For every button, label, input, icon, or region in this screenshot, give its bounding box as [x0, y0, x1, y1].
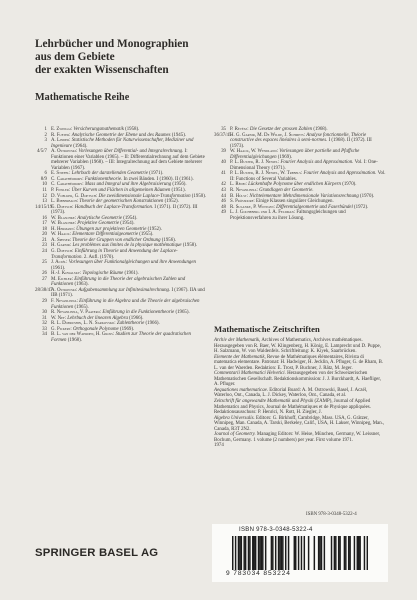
entry-author: E. Zwinggi:	[51, 127, 74, 132]
entry-author: R. Nevanlinna, V. Paatero:	[51, 310, 103, 316]
barcode-bar	[334, 536, 335, 570]
journals-list	[214, 338, 386, 449]
barcode-bar	[281, 536, 282, 570]
journal-description: Editors: G. Birkhoff, Cambridge, Mass. USA, G. Grätzer, Winnipeg, Man. Canada, A. Tarski, Berkeley, Calif., USA, H. Lakser, Winnipeg, Man., Canada, R3T 2N2.	[214, 415, 385, 432]
entry-title: Handbuch der Laplace-Transformation.	[74, 204, 154, 210]
journal-description: Archives of Mathematics, Archives mathématiques. Herausgegeben von R. Baer, W. Klingenberg, H. König, E. Lamprecht und D. Puppe, H. Salzmann, W. von Waldenfels. Schriftleitung: K. Kiyek, Saarbrücken.	[214, 338, 381, 355]
entry-author: M. Eichler:	[51, 276, 75, 282]
barcode-bar	[338, 536, 339, 570]
barcode-bar	[252, 536, 253, 570]
entry-details: (1952).	[146, 226, 162, 232]
entry-number: 26	[42, 271, 47, 277]
barcode-bar	[253, 536, 254, 570]
entry-title: Lückenhafte Polynome über endlichen Körpern	[248, 182, 342, 188]
entry-number: 31	[42, 315, 47, 321]
barcode-bar	[367, 536, 368, 570]
entry-author: L. Bieberbach:	[51, 199, 80, 205]
entry-title: Übungen zur projektiven Geometrie	[76, 226, 147, 232]
entry-details: (1964).	[72, 143, 88, 149]
barcode-bar	[348, 536, 349, 570]
entry-title: Funktionentheorie.	[84, 176, 123, 182]
entry-details: Einige Klassen singulärer Gleichungen.	[255, 199, 334, 205]
entry-number: 29	[42, 298, 47, 304]
entry-number: 43	[221, 188, 226, 194]
barcode-bar	[285, 536, 286, 570]
barcode-bar	[243, 536, 244, 570]
barcode-bar	[298, 536, 299, 570]
entry-number: 21	[42, 237, 47, 243]
entry-number: 42	[221, 182, 226, 188]
book-entry	[35, 205, 207, 216]
entry-title: Mass und Integral und ihre Algebraisierung	[84, 182, 172, 188]
entry-author: F. Nevanlinna:	[51, 298, 80, 304]
entry-title: Einführung in die Algebra und die Theorie der algebraischen Funktionen	[51, 298, 200, 310]
entry-title: Elementare Differentialgeometrie	[72, 232, 139, 238]
book-entry	[214, 210, 386, 221]
barcode-bar	[245, 536, 246, 570]
entry-number: 36/37/45	[214, 132, 232, 138]
journal-name: Algebra Universalis.	[214, 415, 255, 421]
entry-title: Aufgabensammlung zur Infinitesimalrechnung.	[78, 287, 171, 293]
entry-number: 3	[44, 138, 47, 144]
series-title-line: Lehrbücher und Monographien	[35, 38, 189, 50]
entry-details: I: Funktionen einer Variablen (1965). – II: Differentialrechnung auf dem Gebiete mehrerer Variablen (1968). – III: Integralrechnung auf dem Gebiete mehrerer Variablen (1967).	[51, 149, 205, 171]
book-entry	[35, 299, 207, 310]
entry-number: 17	[42, 221, 47, 227]
entry-author: W. Haack, W. Wendland:	[230, 149, 280, 155]
book-entry	[35, 288, 207, 299]
entry-title: Analyse fonctionnelle, Théorie constructive des espaces linéaires à semi-normes.	[230, 132, 367, 144]
series-title	[35, 38, 189, 77]
entry-text	[51, 138, 207, 149]
barcode-bar	[232, 536, 233, 570]
entry-author: P. Finsler:	[51, 188, 72, 194]
entry-details: (1956).	[160, 237, 177, 243]
entry-author: W. Nef:	[51, 315, 68, 321]
entry-number: 12	[42, 193, 47, 199]
entry-number: 27	[42, 276, 47, 282]
entry-details: (1961).	[51, 265, 66, 271]
entry-title: Differentialgeometrie und Faserbündel	[276, 204, 353, 210]
barcode-bar	[272, 536, 273, 570]
barcode-bar	[318, 536, 319, 570]
entry-details: (1951).	[170, 188, 186, 194]
entry-number: 39	[221, 149, 226, 155]
barcode-bar	[324, 536, 325, 570]
journals-heading: Mathematische Zeitschriften	[214, 324, 320, 334]
entry-number: 49	[221, 210, 226, 216]
barcode-bar	[278, 536, 279, 570]
entry-details: (1969).	[118, 326, 135, 332]
entry-title: Theorie der geometrischen Konstruktionen	[79, 199, 164, 205]
entry-author: G. Doetsch:	[51, 249, 75, 255]
journal-name: Elemente der Mathematik,	[214, 354, 266, 360]
entry-text	[51, 249, 207, 260]
entry-title: Versicherungsmathematik	[73, 127, 124, 132]
entry-author: H.-J. Kowalsky:	[51, 271, 83, 277]
entry-text	[230, 160, 386, 171]
entry-title: Studien zur Theorie der quadratischen Formen	[51, 332, 191, 343]
entry-author: A. Ostrowski:	[51, 287, 79, 293]
entry-text	[230, 210, 386, 221]
journal-name: Zeitschrift für angewandte Mathematik und Physik	[214, 399, 314, 405]
entry-number: 33	[42, 326, 47, 332]
entry-number: 44	[221, 193, 226, 199]
entry-text	[51, 277, 207, 288]
barcode-bar	[335, 536, 336, 570]
entry-author: L. J. Gocheberg und I. A. Feldman:	[230, 210, 297, 216]
book-entry	[35, 149, 207, 171]
journal-description: Revue de Mathématiques élémentaires, Rivista di matematica elementare. Patronat: H. Hadwiger, H. Jecklin, A. Pfluger, G. de Rham, B. L. van der Waerden. Redaktion: E. Trost, P. Buchner, J. Rätz, M. Jeger.	[214, 354, 384, 371]
barcode-bar	[308, 536, 309, 570]
entry-title: Einführung in Theorie und Anwendung der Laplace-Transformation.	[51, 249, 178, 260]
entry-title: Über Kurven und Flächen in allgemeinen Räumen	[71, 188, 171, 194]
barcode-bar	[349, 536, 350, 570]
entry-details: (1961).	[123, 271, 139, 277]
barcode-bar	[275, 536, 276, 570]
entry-author: P. Révész:	[230, 127, 250, 132]
entry-number: 24	[42, 249, 47, 255]
entry-title: Einführung in die Theorie der algebraischen Zahlen und Funktionen	[51, 276, 186, 288]
entry-details: (1955).	[138, 232, 154, 238]
entry-number: 35	[221, 127, 226, 132]
entry-title: Lehrbuch der linearen Algebra	[67, 315, 128, 321]
entry-number: 11	[42, 188, 47, 194]
entry-author: R. Nevanlinna:	[230, 188, 260, 194]
barcode-bar	[354, 536, 355, 570]
entry-title: Nichtelementare Mehrdimensionale Variationsrechnung	[249, 193, 359, 199]
book-entry	[35, 249, 207, 260]
entry-details: (1956).	[171, 182, 187, 188]
journal-name: Archiv der Mathematik,	[214, 338, 261, 343]
entry-title: Zahlentheorie	[116, 321, 145, 327]
entry-details: I (1967). IIA und IIB (1971).	[51, 287, 205, 299]
entry-details: (1970).	[341, 182, 357, 188]
entry-details: (1950).	[190, 193, 207, 199]
entry-title: Analytische Geometrie der Ebene und des Raumes	[71, 132, 171, 138]
book-entry	[35, 138, 207, 149]
barcode-bar	[357, 536, 358, 570]
entry-details: In zwei Bänden. I (1960). II (1961).	[122, 176, 194, 182]
entry-number: 10	[42, 182, 47, 188]
entry-text	[51, 332, 207, 343]
isbn-text: ISBN 978-3-0348-5322-4	[306, 512, 357, 517]
entry-author: H. Garnir:	[51, 243, 73, 249]
barcode-bar	[265, 536, 266, 570]
entry-details: Vol. II: Functions of Several Variables.	[230, 171, 386, 182]
book-entry	[35, 277, 207, 288]
journal-name: Aequationes mathematicae.	[214, 387, 269, 393]
entry-number: 2	[44, 132, 47, 138]
entry-author: C. Carathéodory:	[51, 182, 85, 188]
left-book-list	[35, 127, 207, 343]
barcode-bar	[259, 536, 260, 570]
entry-details: I (1968). II (1972). III (1973).	[230, 138, 372, 149]
entry-details: (1970).	[358, 193, 375, 199]
book-entry	[214, 149, 386, 160]
entry-author: A. Ostrowski:	[51, 149, 79, 155]
entry-details: (1971).	[147, 171, 164, 177]
journals-year: 1974	[214, 443, 224, 449]
entry-details: (1954).	[119, 221, 135, 227]
entry-author: J. Aczél:	[51, 260, 69, 266]
entry-author: B. Hülst:	[230, 193, 250, 199]
entry-number: 14/15/19	[35, 204, 53, 210]
barcode-bar	[238, 536, 239, 570]
book-entry	[214, 160, 386, 171]
journal-description: Herausgegeben von der Schweizerischen Mathematischen Gesellschaft. Redaktionskommission: J. J. Burckhardt, A. Haefliger, A. Pfluger.	[214, 371, 382, 388]
barcode-digits: 9 783034 853224	[226, 570, 291, 577]
entry-text	[51, 288, 207, 299]
entry-number: 1	[44, 127, 47, 132]
barcode-bar	[248, 536, 249, 570]
entry-author: D. Voelker, G. Doetsch:	[51, 193, 99, 199]
barcode-bar	[359, 536, 360, 570]
journal-name: Journal of Geometry.	[214, 432, 256, 438]
entry-number: 4/5/7	[36, 149, 47, 155]
entry-title: Lehrbuch der darstellenden Geometrie	[71, 171, 148, 177]
book-entry	[35, 332, 207, 343]
barcode-bar	[344, 536, 345, 570]
series-title-line: der exakten Wissenschaften	[35, 64, 169, 76]
entry-number: 40	[221, 160, 226, 166]
entry-text	[230, 133, 386, 150]
entry-author: P. L. Butzer, R. J. Nessel, W. Trebels:	[230, 171, 304, 177]
journal-entry	[214, 355, 386, 372]
entry-text	[51, 205, 207, 216]
entry-author: A. Linder:	[51, 138, 72, 144]
entry-title: Orthogonale Polynome	[72, 326, 119, 332]
entry-title: Les problèmes aux limites de la physique mathématique	[72, 243, 182, 249]
barcode-bar	[321, 536, 322, 570]
barcode-bar	[271, 536, 272, 570]
barcode-bar	[255, 536, 256, 570]
journal-entry	[214, 399, 386, 416]
barcode-bar	[261, 536, 262, 570]
barcode-bar	[235, 536, 236, 570]
entry-author: H. Hermann:	[51, 226, 77, 232]
entry-text	[51, 299, 207, 310]
entry-details: (1952).	[163, 199, 179, 205]
entry-details: (1958).	[123, 127, 140, 132]
barcode-bar	[294, 536, 295, 570]
entry-number: 20	[42, 232, 47, 238]
book-entry	[214, 171, 386, 182]
entry-author: C. Carathéodory:	[51, 176, 85, 182]
entry-title: Grundlagen der Geometrie.	[259, 188, 314, 194]
entry-number: 30	[42, 310, 47, 316]
publisher-name: SPRINGER BASEL AG	[35, 547, 159, 559]
entry-author: W. Blaschke:	[51, 221, 78, 227]
entry-details: (1966).	[144, 321, 160, 327]
barcode-bar	[339, 536, 340, 570]
entry-title: Fourier Analysis and Approximation.	[280, 160, 354, 166]
entry-details: (1972).	[352, 204, 369, 210]
barcode-bar	[239, 536, 240, 570]
barcode-bar	[249, 536, 250, 570]
barcode-bar	[319, 536, 320, 570]
entry-number: 23	[42, 243, 47, 249]
entry-title: Die Gesetze der grossen Zahlen	[249, 127, 313, 132]
entry-text	[51, 149, 207, 171]
entry-author: G. Pickert:	[51, 326, 73, 332]
entry-author: L. Rédei:	[230, 182, 249, 188]
entry-details: (1963).	[73, 282, 89, 288]
barcode-bar	[282, 536, 283, 570]
entry-number: 32	[42, 321, 47, 327]
entry-author: R. Fueter:	[51, 132, 72, 138]
entry-title: Einführung in die Funktionentheorie	[102, 310, 175, 316]
journal-entry	[214, 388, 386, 399]
book-entry	[214, 133, 386, 150]
entry-number: 48	[221, 204, 226, 210]
entry-text	[51, 260, 207, 271]
entry-author: A. Speiser:	[51, 237, 73, 243]
entry-details: (1968).	[66, 337, 82, 343]
entry-author: R. Sulanke, P. Wintgen:	[230, 204, 277, 210]
book-entry	[35, 260, 207, 271]
entry-number: 28/38/47	[35, 287, 53, 293]
entry-author: P. L. Butzer, R. J. Nessel:	[230, 160, 281, 166]
entry-author: R. L. Dobrushin, L. N. Sarkovskij:	[51, 321, 117, 327]
entry-author: E. Stiefel:	[51, 171, 72, 177]
barcode-bar	[279, 536, 280, 570]
entry-details: (1958).	[181, 243, 198, 249]
entry-author: B. L. van der Waerden, H. Gross:	[51, 332, 116, 338]
entry-number: 34	[42, 332, 47, 338]
journal-entry	[214, 416, 386, 433]
entry-details: (1965).	[73, 304, 89, 310]
entry-details: 2. Aufl. (1970).	[82, 254, 115, 260]
entry-details: (1965).	[174, 310, 190, 316]
barcode-bar	[304, 536, 305, 570]
entry-details: (1968).	[312, 127, 328, 132]
section-heading: Mathematische Reihe	[35, 92, 130, 103]
barcode-bar	[288, 536, 289, 570]
entry-author: H. G. Garnir, M. De Wilde, J. Schmets:	[230, 132, 307, 138]
journal-entry	[214, 432, 386, 443]
barcode-bar	[364, 536, 365, 570]
journal-description: (ZAMP), Journal of Applied Mathematics and Physics, Journal de Mathématiques et de Physique appliquées. Redaktionsausschuss: P. Henrici, N. Rott, H. Ziegler, J.	[214, 399, 371, 416]
entry-title: Fourier Analysis and Approximation.	[303, 171, 377, 177]
entry-text	[230, 149, 386, 160]
entry-number: 18	[42, 226, 47, 232]
entry-title: Analytische Geometrie	[77, 215, 122, 221]
barcode-bar	[258, 536, 259, 570]
entry-title: Vorlesungen über Differential- und Integralrechnung.	[78, 149, 184, 155]
entry-title: Projektive Geometrie	[77, 221, 120, 227]
barcode-bar	[295, 536, 296, 570]
entry-author: G. Doetsch:	[51, 204, 75, 210]
entry-details: Vol. I: One-Dimensional Theory (1971).	[230, 160, 378, 171]
journal-name: Commentarii Mathematici Helvetici.	[214, 371, 286, 377]
barcode-bar	[262, 536, 263, 570]
barcode-bar	[358, 536, 359, 570]
entry-number: 25	[42, 260, 47, 266]
series-title-line: aus dem Gebiete	[35, 51, 115, 63]
entry-number: 46	[221, 199, 226, 205]
entry-details: (1945).	[170, 132, 187, 138]
entry-number: 13	[42, 199, 47, 205]
entry-title: Vorlesungen über Funktionalgleichungen und ihre Anwendungen	[68, 260, 196, 266]
entry-number: 16	[42, 215, 47, 221]
entry-number: 8/9	[40, 176, 47, 182]
barcode-bar	[314, 536, 315, 570]
journal-entry	[214, 338, 386, 355]
journal-entry	[214, 371, 386, 388]
entry-details: (1966).	[127, 315, 144, 321]
entry-author: W. Haack:	[51, 232, 73, 238]
entry-details: (1969).	[276, 154, 293, 160]
barcode-label	[212, 524, 388, 582]
entry-title: Topologische Räume	[82, 271, 124, 277]
journal-description: Managing Editors: W. Heise, München, Germany, W. Leissner, Bochum, Germany. 1 volume (2 numbers) per year. First volume 1971.	[214, 432, 381, 443]
entry-title: Vorlesungen über partielle und Pfaffsche Differentialgleichungen	[230, 149, 360, 160]
barcode-bar	[345, 536, 346, 570]
entry-title: Theorie der Gruppen von endlicher Ordnung	[72, 237, 161, 243]
entry-title: Statistische Methoden für Naturwissenschafter, Mediziner und Ingenieure	[51, 138, 194, 149]
entry-number: 41	[221, 171, 226, 177]
barcode-image	[232, 536, 368, 570]
entry-title: Die zweidimensionale Laplace-Transformation	[98, 193, 191, 199]
entry-text	[230, 171, 386, 182]
right-book-list	[214, 127, 386, 221]
journal-description: Editorial Board: A. M. Ostrowski, Basel, J. Aczél, Waterloo, Ont., Canada, L. J. Dickey, Waterloo, Ont., Canada, et al.	[214, 387, 368, 399]
barcode-bar	[331, 536, 332, 570]
barcode-bar	[241, 536, 242, 570]
entry-details: I (1971). II (1972). III (1973).	[51, 204, 198, 216]
barcode-isbn: ISBN 978-3-0348-5322-4	[239, 527, 313, 533]
entry-details: (1954).	[121, 215, 138, 221]
barcode-bar	[301, 536, 302, 570]
entry-number: 6	[44, 171, 47, 177]
entry-details: Faltungsgleichungen und Projektionsverfahren zu ihrer Lösung.	[230, 210, 346, 221]
entry-author: W. Blaschke:	[51, 215, 78, 221]
entry-author: S. Prössdorf:	[230, 199, 256, 205]
